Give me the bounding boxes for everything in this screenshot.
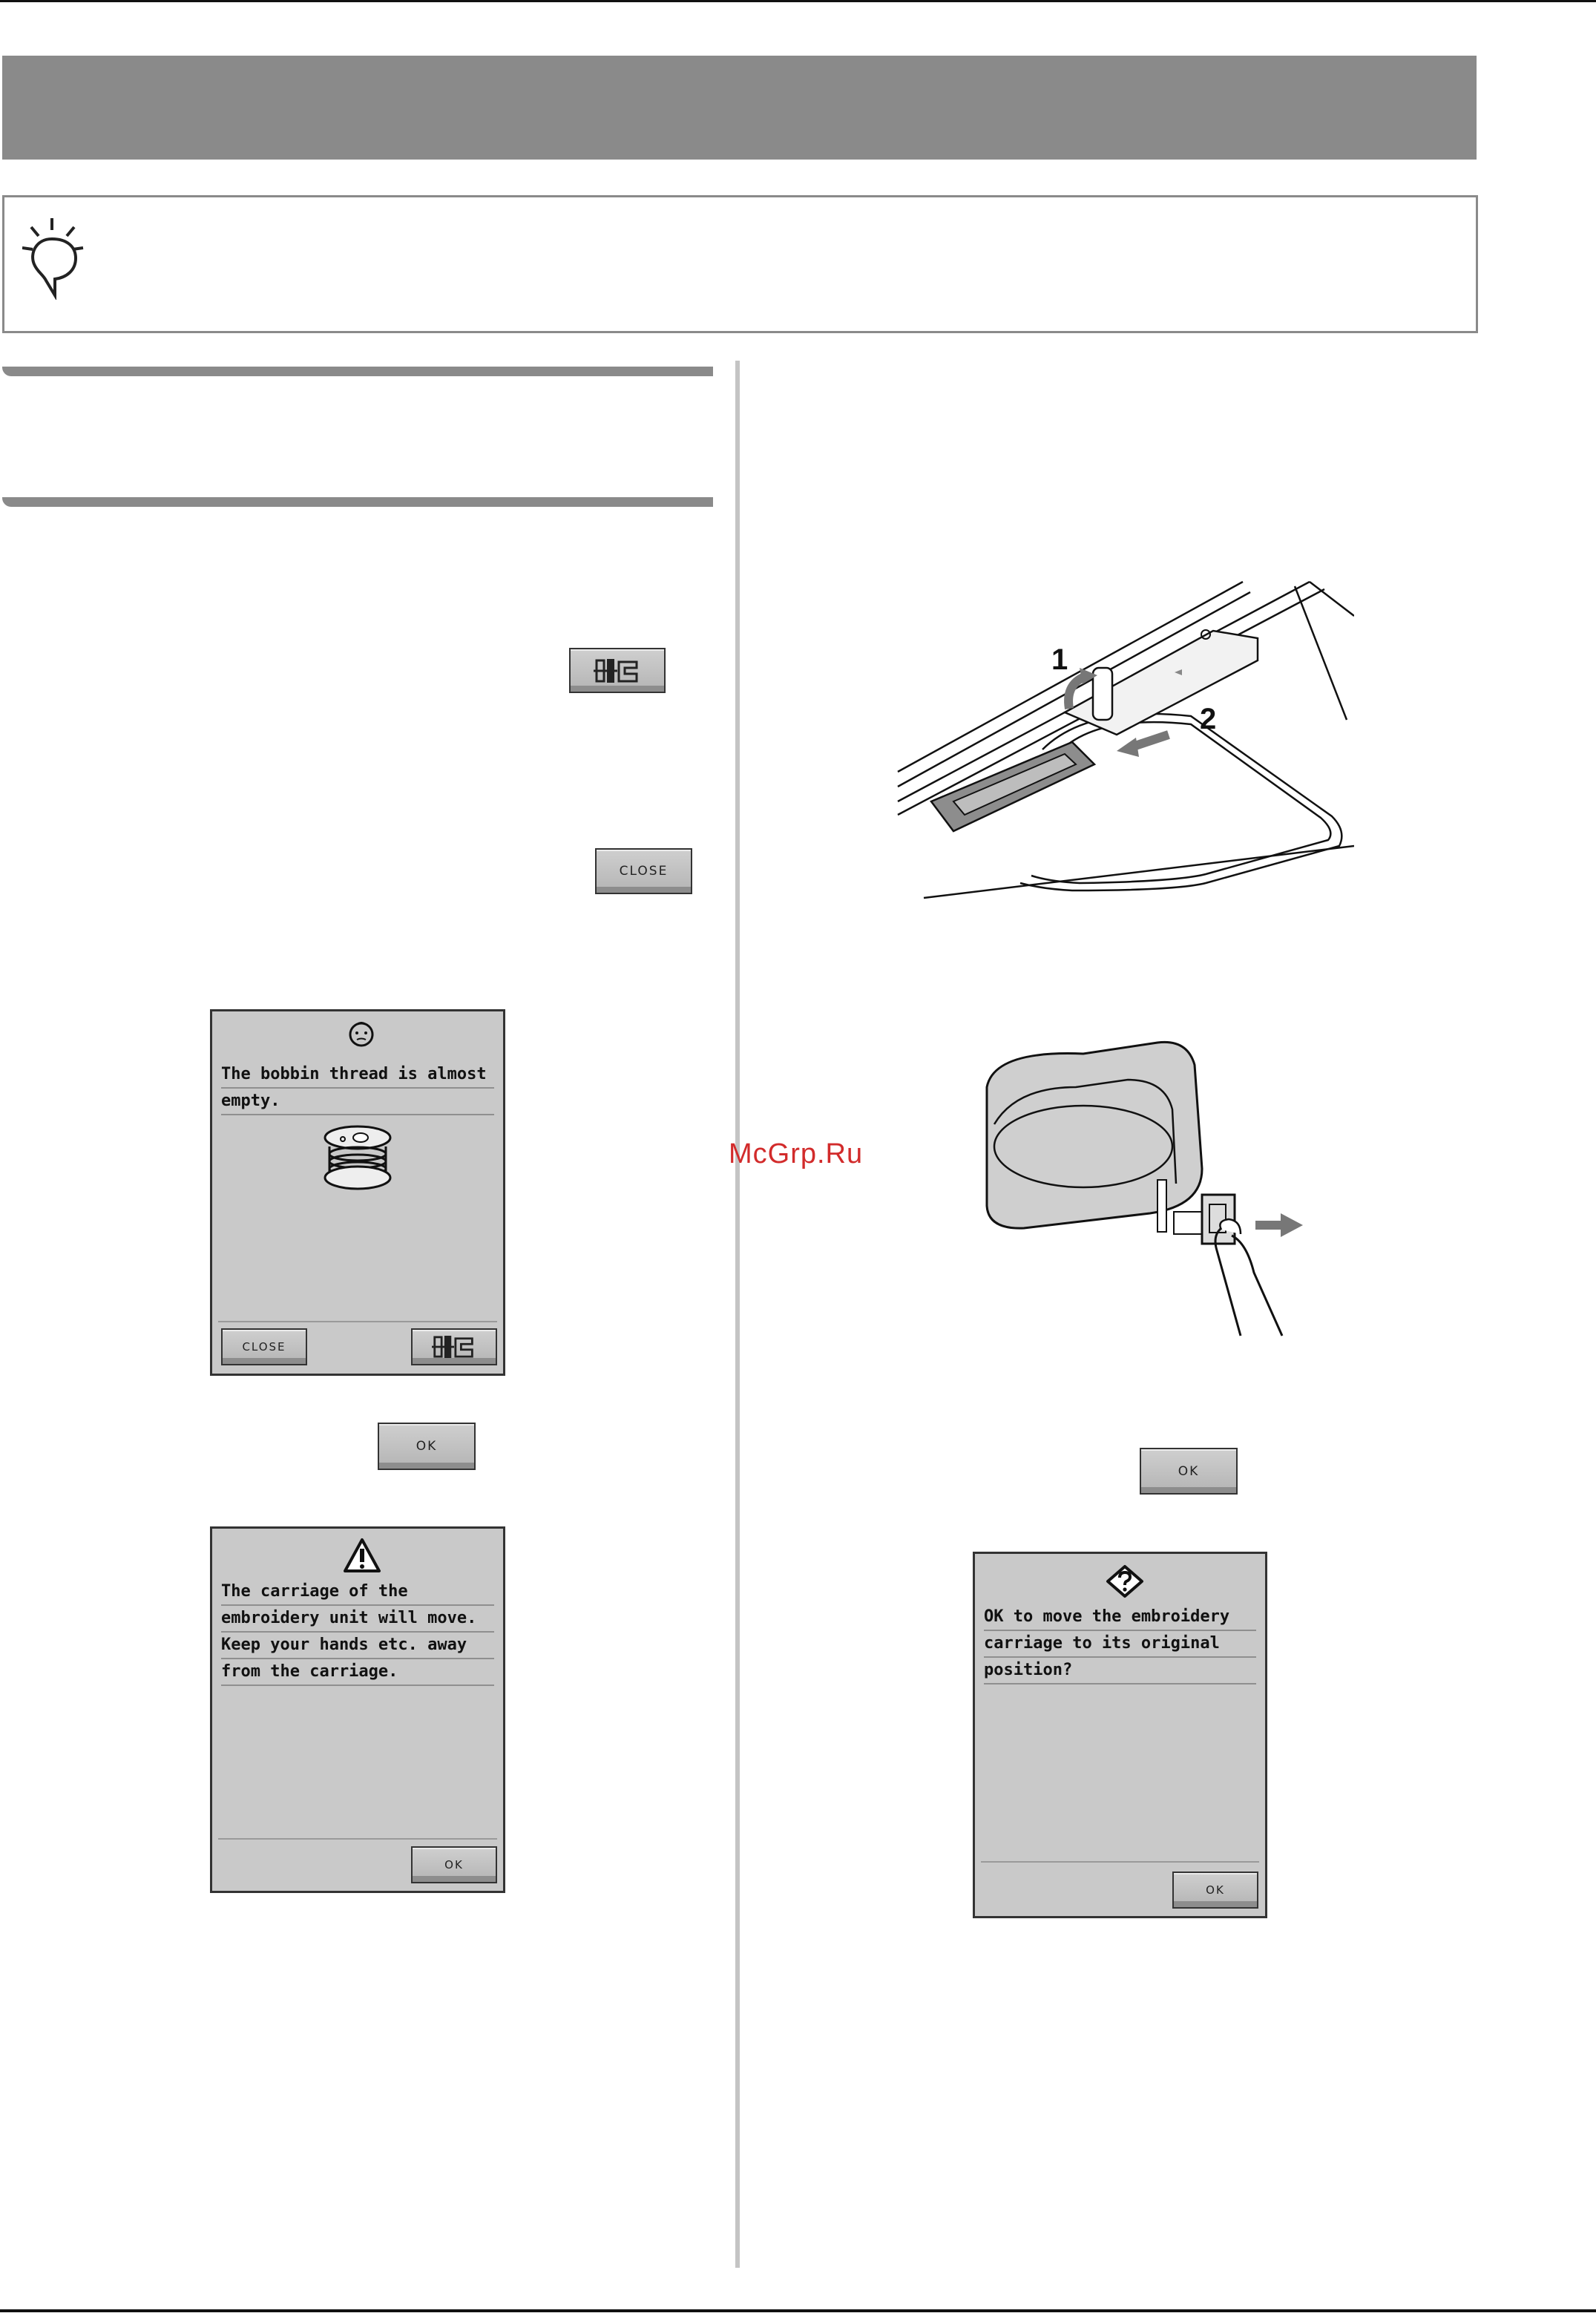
return-message bbox=[984, 1604, 1256, 1684]
message-line: The carriage of the bbox=[221, 1579, 494, 1606]
presser-foot-icon bbox=[594, 657, 641, 684]
screen-thread-change-button[interactable] bbox=[411, 1328, 497, 1365]
embroidery-frame-removal-illustration bbox=[894, 579, 1354, 899]
column-divider bbox=[735, 361, 740, 2268]
presser-foot-icon bbox=[432, 1334, 476, 1359]
note-box bbox=[2, 195, 1478, 333]
screen-ok-button[interactable]: OK bbox=[411, 1846, 497, 1883]
carriage-return-screen bbox=[973, 1552, 1267, 1918]
bobbin-icon bbox=[321, 1124, 395, 1193]
screen-close-button[interactable]: CLOSE bbox=[221, 1328, 307, 1365]
message-line: from the carriage. bbox=[221, 1659, 494, 1686]
message-line: embroidery unit will move. bbox=[221, 1606, 494, 1633]
top-rule bbox=[0, 0, 1596, 2]
ok-key-right[interactable]: OK bbox=[1140, 1448, 1238, 1495]
watermark: McGrp.Ru bbox=[729, 1138, 864, 1170]
section-heading-bar-bottom bbox=[2, 497, 713, 507]
bobbin-case-removal-illustration bbox=[979, 1020, 1313, 1339]
step-label-1: 1 bbox=[1051, 643, 1068, 676]
bobbin-screen bbox=[210, 1009, 505, 1376]
thread-change-key[interactable] bbox=[569, 648, 666, 693]
message-line: The bobbin thread is almost bbox=[221, 1062, 494, 1089]
question-icon bbox=[1106, 1564, 1144, 1598]
message-line: position? bbox=[984, 1658, 1256, 1684]
warning-icon bbox=[343, 1538, 381, 1573]
carriage-warning-screen bbox=[210, 1526, 505, 1893]
bobbin-message bbox=[221, 1062, 494, 1115]
screen-ok-button[interactable]: OK bbox=[1172, 1872, 1258, 1909]
close-key[interactable]: CLOSE bbox=[595, 848, 692, 894]
face-icon bbox=[349, 1022, 374, 1047]
lightbulb-note-icon bbox=[22, 218, 89, 300]
message-line: empty. bbox=[221, 1089, 494, 1115]
warning-message bbox=[221, 1579, 494, 1686]
bottom-rule bbox=[0, 2309, 1596, 2312]
chapter-title-bar bbox=[2, 56, 1477, 160]
message-line: OK to move the embroidery bbox=[984, 1604, 1256, 1631]
message-line: carriage to its original bbox=[984, 1631, 1256, 1658]
screen-divider bbox=[218, 1838, 497, 1840]
screen-divider bbox=[218, 1321, 497, 1322]
ok-key-left[interactable]: OK bbox=[378, 1423, 476, 1470]
section-heading-bar-top bbox=[2, 367, 713, 376]
message-line: Keep your hands etc. away bbox=[221, 1633, 494, 1659]
step-label-2: 2 bbox=[1200, 703, 1217, 735]
screen-divider bbox=[981, 1861, 1259, 1863]
